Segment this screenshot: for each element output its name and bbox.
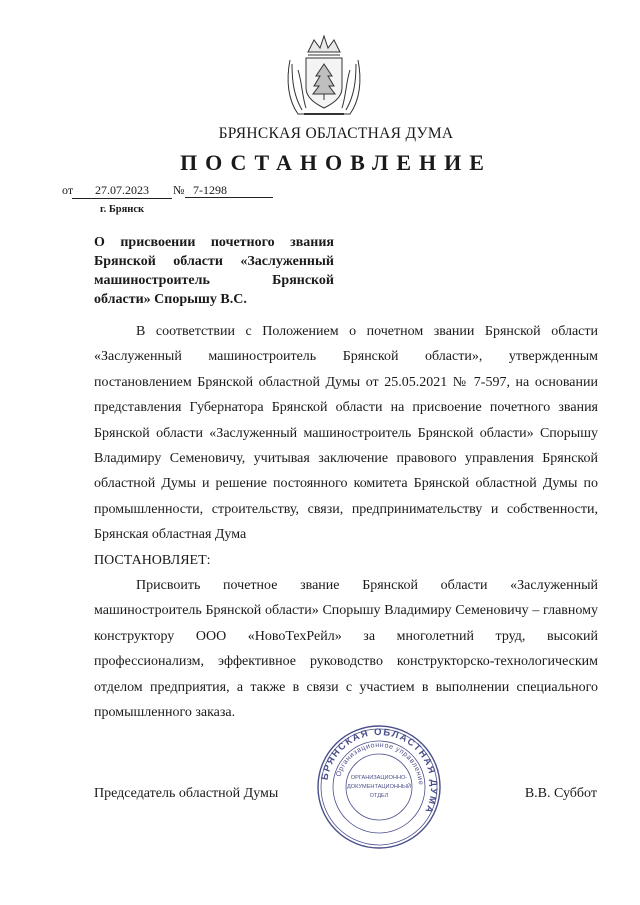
document-number: 7-1298 bbox=[185, 183, 273, 198]
document-date: 27.07.2023 bbox=[72, 183, 172, 199]
body-paragraph-preamble: В соответствии с Положением о почетном звании Брянской области «Заслуженный машиностроитель Брянской области», утвержденным постановлением Брянской областной Думы от 25.05.2021 № 7-597, на основании представления Губернатора Брянской области на присвоение почетного звания Брянской области «Заслуженный машиностроитель Брянской области» Спорышу Владимиру Семеновичу, учитывая заключение правового управления Брянской областной Думы и решение постоянного комитета Брянской областной Думы по промышленности, строительству, связи, предпринимательству и собственности, Брянская областная Дума bbox=[94, 324, 598, 543]
stamp-outer-text: БРЯНСКАЯ ОБЛАСТНАЯ ДУМА bbox=[319, 726, 440, 816]
document-subject: О присвоении почетного звания Брянской области «Заслуженный машиностроитель Брянской области» Спорышу В.С. bbox=[94, 235, 334, 307]
document-type: ПОСТАНОВЛЕНИЕ bbox=[180, 150, 492, 175]
signatory-name: В.В. Суббот bbox=[524, 786, 597, 801]
body-paragraph-decision: Присвоить почетное звание Брянской области «Заслуженный машиностроитель Брянской области» Спорышу Владимиру Семеновичу – главному конструктору ООО «НовоТехРейл» за многолетний труд, высокий профессионализм, эффективное руководство конструкторско-технологическим отделом предприятия, а также в связи с участием в выполнении специального промышленного заказа. bbox=[94, 578, 598, 721]
stamp-center-line3: ОТДЕЛ bbox=[369, 793, 389, 799]
signatory-position: Председатель областной Думы bbox=[94, 786, 279, 801]
document-body bbox=[94, 319, 598, 726]
number-label: № bbox=[173, 183, 185, 197]
stamp-center-line2: ДОКУМЕНТАЦИОННЫЙ bbox=[347, 784, 411, 790]
stamp-ring-text: Организационное управление bbox=[335, 741, 425, 786]
date-label: от bbox=[62, 183, 74, 197]
resolves-label: ПОСТАНОВЛЯЕТ: bbox=[94, 552, 211, 568]
organization-name: БРЯНСКАЯ ОБЛАСТНАЯ ДУМА bbox=[218, 125, 454, 142]
stamp-center-line1: ОРГАНИЗАЦИОННО- bbox=[350, 775, 408, 781]
bryansk-coat-of-arms-icon bbox=[284, 30, 364, 118]
official-stamp bbox=[314, 722, 444, 852]
city: г. Брянск bbox=[100, 204, 145, 215]
